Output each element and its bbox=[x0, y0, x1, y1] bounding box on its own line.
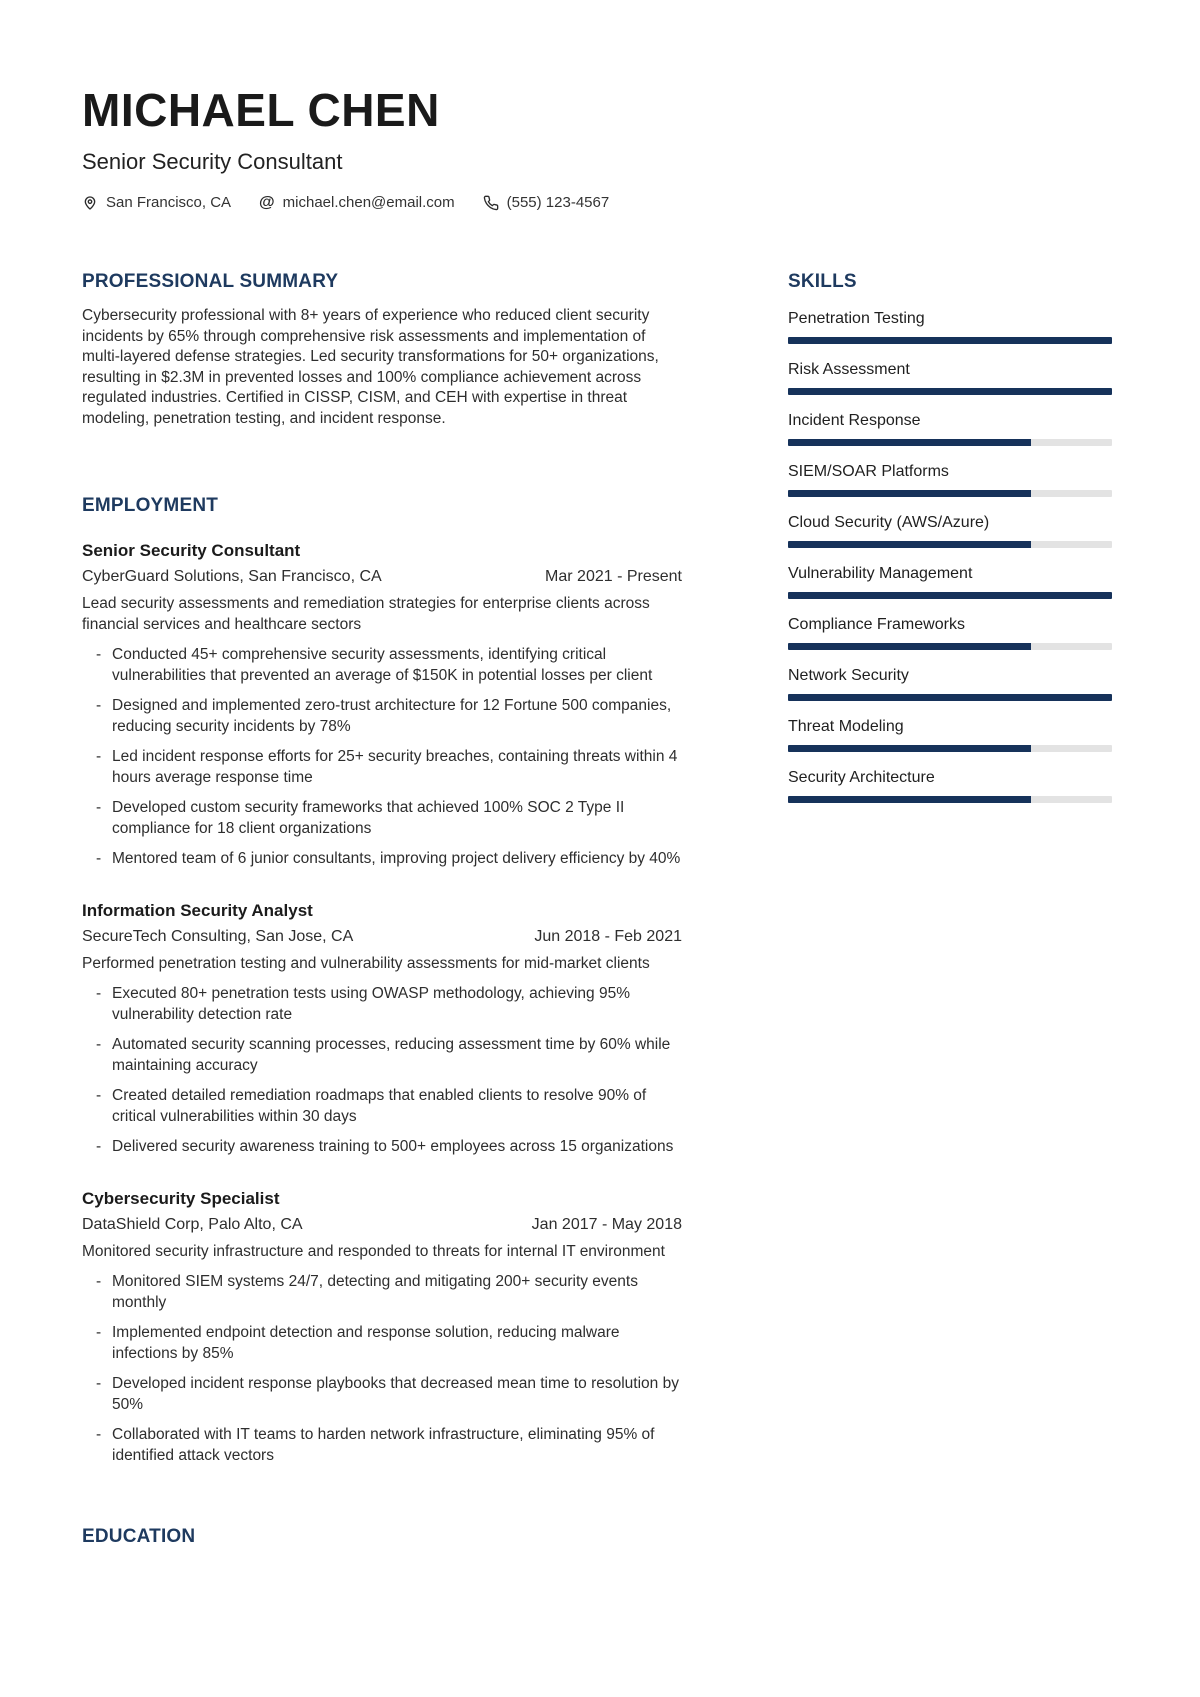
skill-bar-track bbox=[788, 439, 1112, 446]
skill-bar-track bbox=[788, 490, 1112, 497]
skill-bar-fill bbox=[788, 745, 1031, 752]
skill-label: SIEM/SOAR Platforms bbox=[788, 463, 949, 481]
job-entry-bullets bbox=[82, 983, 682, 1157]
skill-item bbox=[788, 411, 1112, 446]
job-entry bbox=[82, 1189, 682, 1466]
skill-bar-fill bbox=[788, 490, 1031, 497]
contact-phone bbox=[483, 194, 610, 211]
skill-item bbox=[788, 513, 1112, 548]
location-pin-icon bbox=[82, 195, 98, 211]
contact-location bbox=[82, 194, 231, 211]
skill-bar-fill bbox=[788, 592, 1112, 599]
job-entry-dates: Mar 2021 - Present bbox=[545, 568, 682, 586]
summary-section bbox=[82, 271, 682, 429]
education-section bbox=[82, 1526, 682, 1548]
job-entry-title: Information Security Analyst bbox=[82, 901, 313, 921]
bullet-item: - Developed custom security frameworks that achieved 100% SOC 2 Type II compliance for 18 client organizations bbox=[82, 797, 682, 839]
bullet-item: - Led incident response efforts for 25+ security breaches, containing threats within 4 hours average response time bbox=[82, 746, 682, 788]
skill-bar-track bbox=[788, 643, 1112, 650]
job-entry-description: Monitored security infrastructure and responded to threats for internal IT environment bbox=[82, 1243, 665, 1261]
job-entry-description: Performed penetration testing and vulnerability assessments for mid-market clients bbox=[82, 955, 650, 973]
job-entry-bullets bbox=[82, 1271, 682, 1466]
job-entry-bullets bbox=[82, 644, 682, 869]
name-heading: MICHAEL CHEN bbox=[82, 84, 440, 136]
skill-bar-track bbox=[788, 745, 1112, 752]
job-entry-meta bbox=[82, 928, 682, 946]
skill-label: Compliance Frameworks bbox=[788, 616, 965, 634]
skill-item bbox=[788, 615, 1112, 650]
bullet-item: - Mentored team of 6 junior consultants, improving project delivery efficiency by 40% bbox=[82, 848, 682, 869]
bullet-item: - Collaborated with IT teams to harden network infrastructure, eliminating 95% of identified attack vectors bbox=[82, 1424, 682, 1466]
employment-heading: EMPLOYMENT bbox=[82, 495, 219, 517]
job-entry-meta bbox=[82, 1216, 682, 1234]
job-entry-title: Senior Security Consultant bbox=[82, 541, 301, 561]
bullet-item: - Executed 80+ penetration tests using OWASP methodology, achieving 95% vulnerability detection rate bbox=[82, 983, 682, 1025]
contact-email bbox=[259, 194, 455, 211]
skill-item bbox=[788, 309, 1112, 344]
skill-bar-fill bbox=[788, 439, 1031, 446]
skill-bar-fill bbox=[788, 337, 1112, 344]
main-column bbox=[82, 271, 682, 1548]
skill-item bbox=[788, 768, 1112, 803]
skill-bar-fill bbox=[788, 643, 1031, 650]
bullet-item: - Monitored SIEM systems 24/7, detecting and mitigating 200+ security events monthly bbox=[82, 1271, 682, 1313]
job-entry-company: DataShield Corp, Palo Alto, CA bbox=[82, 1216, 303, 1234]
contact-location-text: San Francisco, CA bbox=[106, 194, 232, 212]
skill-label: Incident Response bbox=[788, 412, 921, 430]
job-entry-meta bbox=[82, 568, 682, 586]
job-title-subtitle: Senior Security Consultant bbox=[82, 149, 343, 175]
education-heading: EDUCATION bbox=[82, 1526, 196, 1548]
contact-phone-text: (555) 123-4567 bbox=[506, 194, 610, 212]
skill-item bbox=[788, 360, 1112, 395]
job-entry-company: CyberGuard Solutions, San Francisco, CA bbox=[82, 568, 382, 586]
skill-label: Network Security bbox=[788, 667, 909, 685]
skill-bar-track bbox=[788, 796, 1112, 803]
bullet-item: - Implemented endpoint detection and response solution, reducing malware infections by 85% bbox=[82, 1322, 682, 1364]
employment-section bbox=[82, 495, 682, 1466]
bullet-item: - Automated security scanning processes, reducing assessment time by 60% while maintaining accuracy bbox=[82, 1034, 682, 1076]
skill-bar-track bbox=[788, 541, 1112, 548]
bullet-item: - Developed incident response playbooks that decreased mean time to resolution by 50% bbox=[82, 1373, 682, 1415]
skill-bar-track bbox=[788, 337, 1112, 344]
resume-header bbox=[82, 86, 1112, 211]
phone-icon bbox=[483, 195, 499, 211]
skill-bar-track bbox=[788, 592, 1112, 599]
job-entry bbox=[82, 541, 682, 869]
skill-bar-fill bbox=[788, 541, 1031, 548]
job-entry-dates: Jan 2017 - May 2018 bbox=[531, 1216, 682, 1234]
job-entry bbox=[82, 901, 682, 1157]
job-entry-title: Cybersecurity Specialist bbox=[82, 1189, 280, 1209]
skill-item bbox=[788, 564, 1112, 599]
skill-label: Vulnerability Management bbox=[788, 565, 973, 583]
summary-text: Cybersecurity professional with 8+ years of experience who reduced client security incidents by 65% through comprehensive risk assessments and implementation of multi-layered defense strategies. Led security transformations for 50+ organizations, resulting in $2.3M in prevented losses and 100% compliance achievement across regulated industries. Certified in CISSP, CISM, and CEH with expertise in threat modeling, penetration testing, and incident response. bbox=[82, 307, 659, 427]
skill-bar-fill bbox=[788, 388, 1112, 395]
skill-label: Cloud Security (AWS/Azure) bbox=[788, 514, 990, 532]
skill-bar-track bbox=[788, 694, 1112, 701]
at-sign-icon: @ bbox=[259, 193, 275, 211]
sidebar-column bbox=[788, 271, 1112, 1548]
skills-section bbox=[788, 271, 1112, 803]
bullet-item: - Delivered security awareness training to 500+ employees across 15 organizations bbox=[82, 1136, 682, 1157]
bullet-item: - Conducted 45+ comprehensive security assessments, identifying critical vulnerabilities that prevented an average of $150K in potential losses per client bbox=[82, 644, 682, 686]
skill-label: Penetration Testing bbox=[788, 310, 925, 328]
job-entry-dates: Jun 2018 - Feb 2021 bbox=[534, 928, 682, 946]
skill-label: Threat Modeling bbox=[788, 718, 904, 736]
skill-item bbox=[788, 462, 1112, 497]
job-entry-company: SecureTech Consulting, San Jose, CA bbox=[82, 928, 354, 946]
bullet-item: - Created detailed remediation roadmaps that enabled clients to resolve 90% of critical vulnerabilities within 30 days bbox=[82, 1085, 682, 1127]
skill-bar-track bbox=[788, 388, 1112, 395]
summary-heading: PROFESSIONAL SUMMARY bbox=[82, 271, 339, 293]
skill-bar-fill bbox=[788, 694, 1112, 701]
skill-label: Risk Assessment bbox=[788, 361, 910, 379]
skill-item bbox=[788, 666, 1112, 701]
contact-email-text: michael.chen@email.com bbox=[282, 194, 455, 212]
contact-row bbox=[82, 194, 1112, 211]
skills-heading: SKILLS bbox=[788, 271, 857, 293]
bullet-item: - Designed and implemented zero-trust architecture for 12 Fortune 500 companies, reducing security incidents by 78% bbox=[82, 695, 682, 737]
content-columns bbox=[82, 271, 1112, 1548]
skill-label: Security Architecture bbox=[788, 769, 935, 787]
job-entry-description: Lead security assessments and remediation strategies for enterprise clients across financial services and healthcare sectors bbox=[82, 595, 650, 634]
skill-bar-fill bbox=[788, 796, 1031, 803]
skill-item bbox=[788, 717, 1112, 752]
